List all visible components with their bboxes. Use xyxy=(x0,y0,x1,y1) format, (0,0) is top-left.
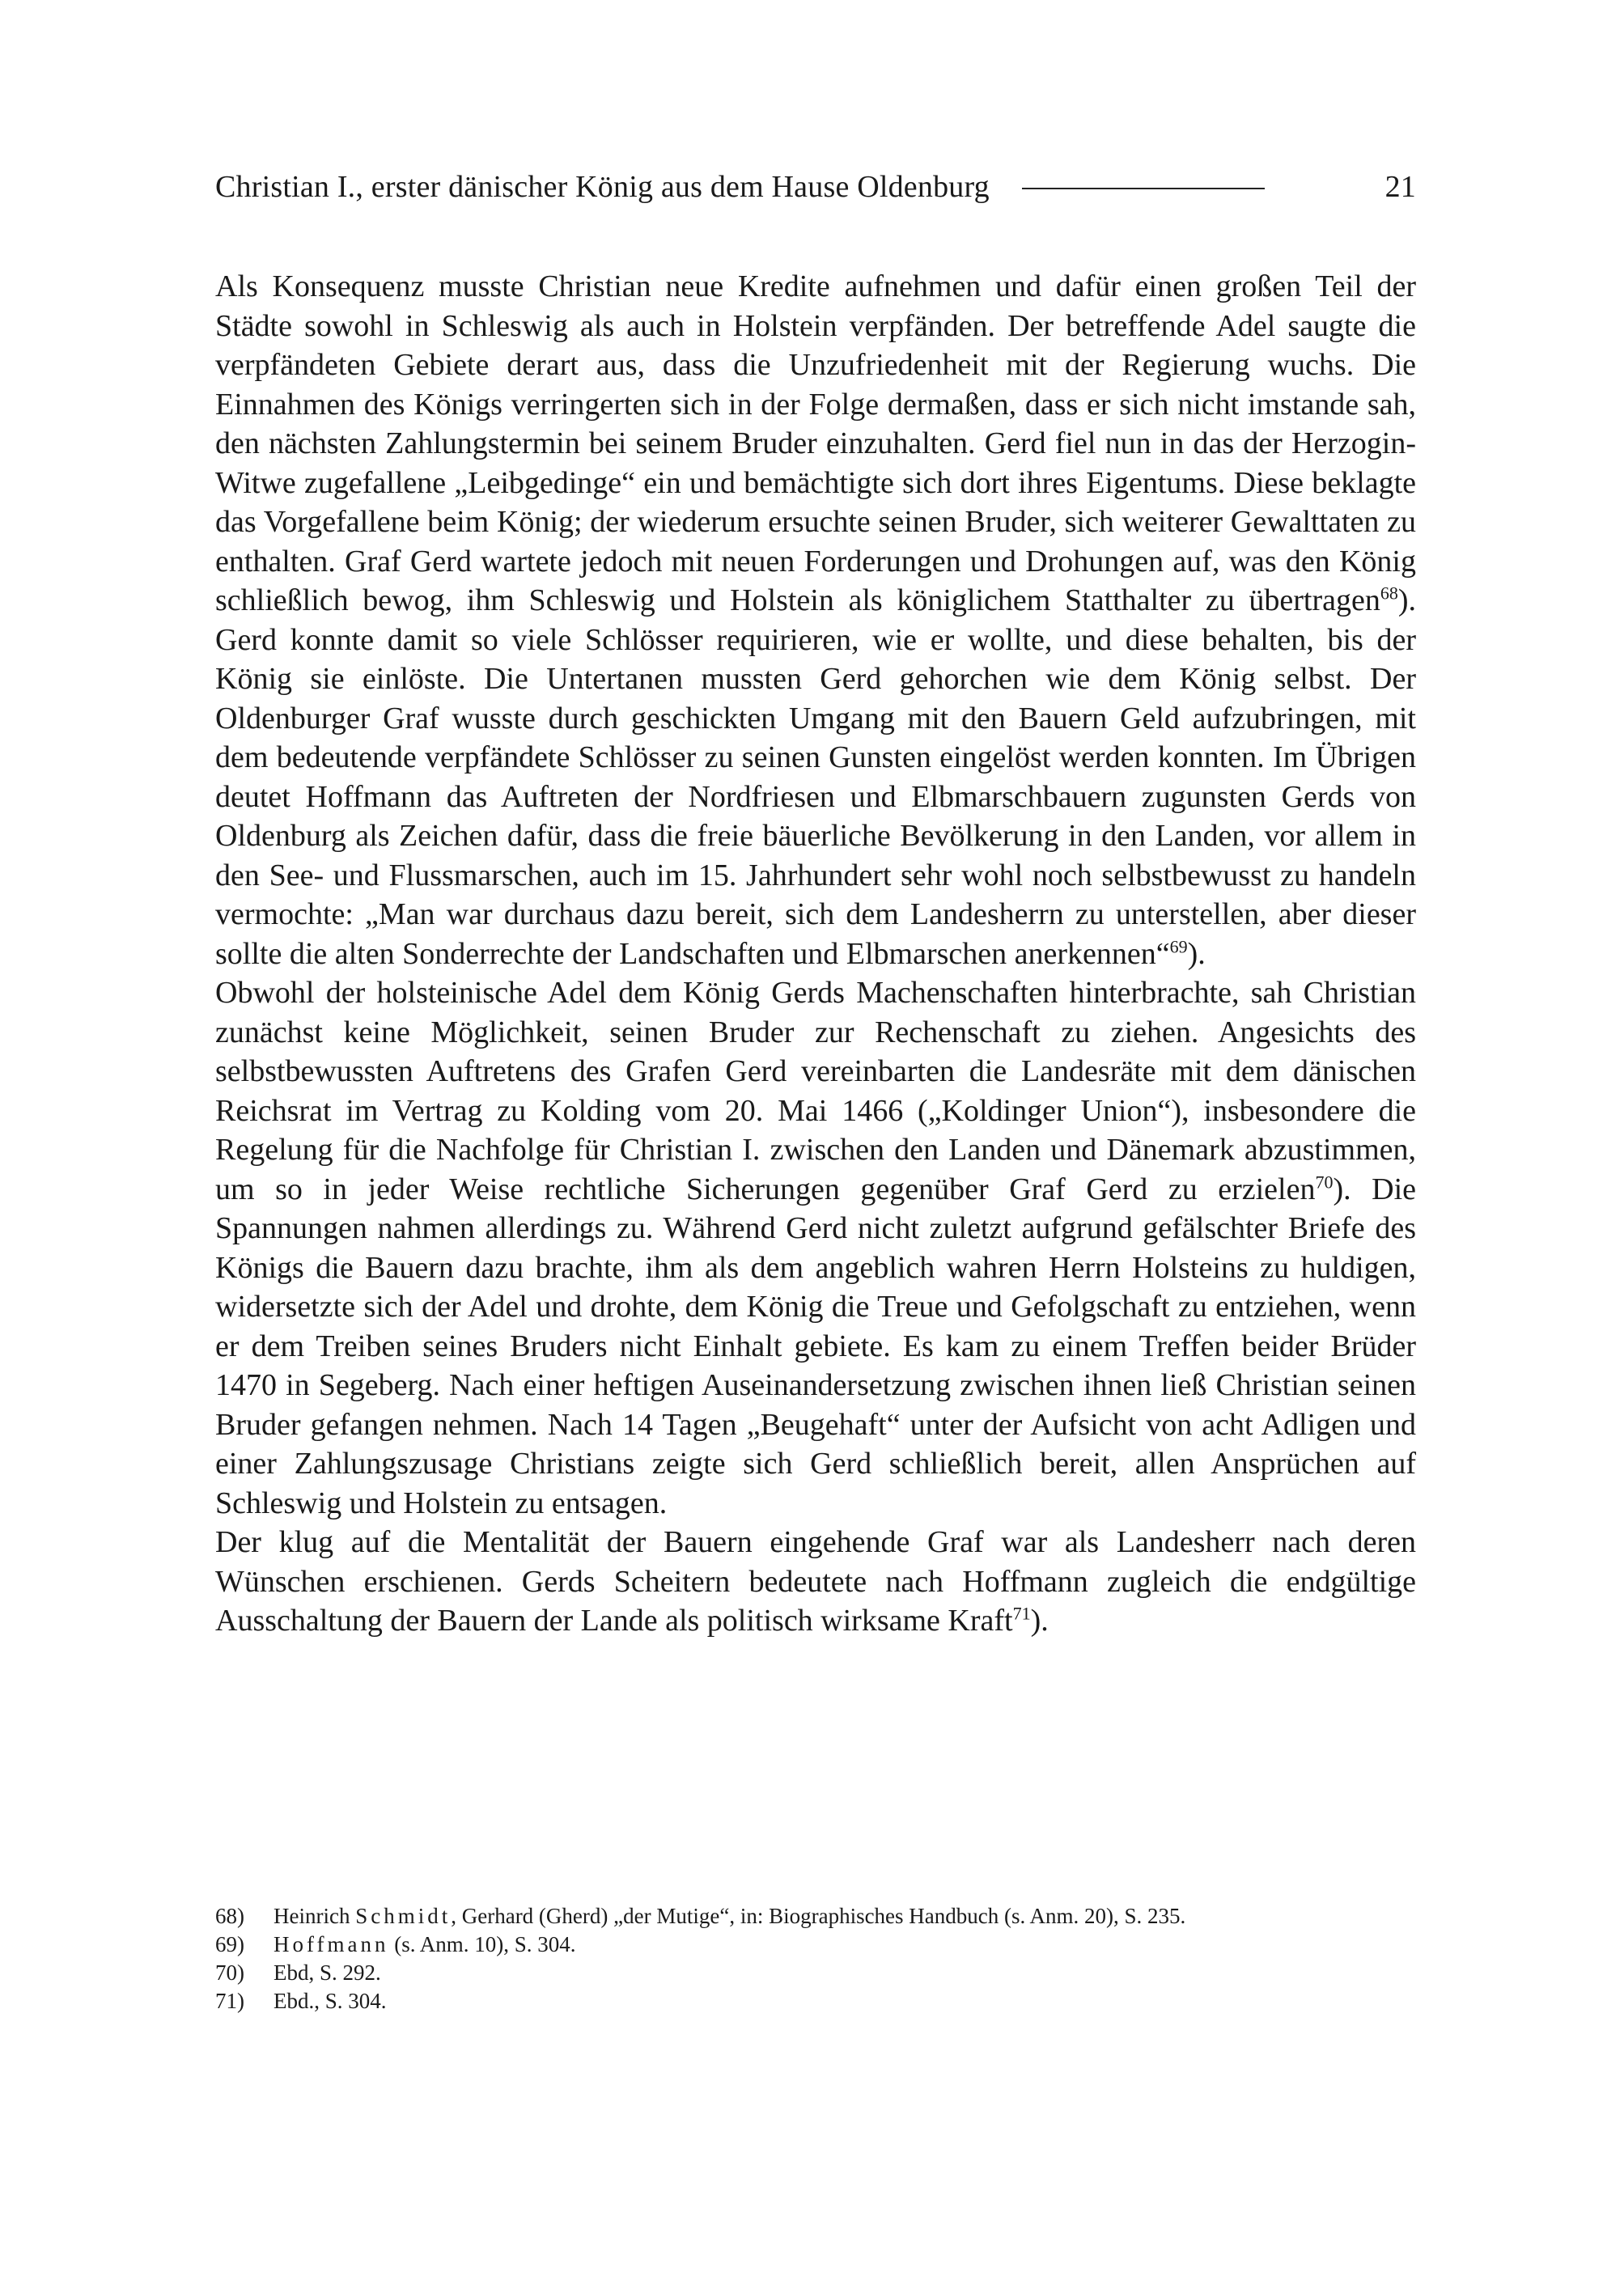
paragraph-2-text-a: Obwohl der holsteinische Adel dem König Gerds Machenschaften hinterbrachte, sah Christian zunächst keine Möglichkeit, seinen Bruder zur Rechenschaft zu ziehen. Angesichts des selbstbewussten Auftretens des Grafen Gerd vereinbarten die Landesräte mit dem dänischen Reichsrat im Vertrag zu Kolding vom 20. Mai 1466 („Koldinger Union“), insbesondere die Regelung für die Nachfolge für Christian I. zwischen den Landen und Dänemark abzustimmen, um so in jeder Weise rechtliche Sicherungen gegenüber Graf Gerd zu erzielen xyxy=(215,976,1416,1206)
footnote-ref-68: 68 xyxy=(1380,583,1398,604)
footnote-pre: Heinrich xyxy=(273,1904,356,1928)
running-header xyxy=(215,167,1416,207)
paragraph-1-text-b: ). Gerd konnte damit so viele Schlösser requirieren, wie er wollte, und diese behalten, bis der König sie einlöste. Die Untertanen mussten Gerd gehorchen wie dem König selbst. Der Oldenburger Graf wusste durch geschickten Umgang mit den Bauern Geld aufzubringen, mit dem bedeutende verpfändete Schlösser zu seinen Gunsten eingelöst werden konnten. Im Übrigen deutet Hoffmann das Auftreten der Nordfriesen und Elbmarschbauern zugunsten Gerds von Oldenburg als Zeichen dafür, dass die freie bäuerliche Bevölkerung in den Landen, vor allem in den See- und Flussmarschen, auch im 15. Jahrhundert sehr wohl noch selbstbewusst zu handeln vermochte: „Man war durchaus dazu bereit, sich dem Landesherrn zu unterstellen, aber dieser sollte die alten Sonderrechte der Landschaften und Elbmarschen anerkennen“ xyxy=(215,583,1416,971)
page-number: 21 xyxy=(1384,170,1416,204)
footnote-ref-69: 69 xyxy=(1169,935,1188,956)
footnote-70 xyxy=(215,1959,1416,1987)
paragraph-1 xyxy=(215,267,1416,973)
footnote-ref-70: 70 xyxy=(1315,1171,1334,1192)
footnote-author: Schmidt xyxy=(355,1904,452,1928)
main-text xyxy=(215,267,1416,1641)
footnotes xyxy=(215,1902,1416,2015)
footnote-text xyxy=(273,1931,1416,1959)
footnote-71 xyxy=(215,1987,1416,2015)
footnote-68 xyxy=(215,1902,1416,1931)
footnote-post: , Gerhard (Gherd) „der Mutige“, in: Biographisches Handbuch (s. Anm. 20), S. 235. xyxy=(451,1904,1186,1928)
footnote-number: 70) xyxy=(215,1960,244,1985)
paragraph-2 xyxy=(215,973,1416,1523)
footnote-text xyxy=(273,1987,1416,2015)
paragraph-3-text-b: ). xyxy=(1030,1604,1049,1638)
footnote-ref-71: 71 xyxy=(1012,1603,1031,1624)
footnote-text xyxy=(273,1902,1416,1931)
paragraph-1-text-c: ). xyxy=(1187,936,1206,971)
footnote-number: 68) xyxy=(215,1904,244,1928)
footnote-number: 69) xyxy=(215,1932,244,1956)
footnote-text xyxy=(273,1959,1416,1987)
footnote-pre: Ebd, S. 292. xyxy=(273,1960,381,1985)
footnote-number: 71) xyxy=(215,1989,244,2013)
paragraph-3-text-a: Der klug auf die Mentalität der Bauern eingehende Graf war als Landesherr nach deren Wünschen erschienen. Gerds Scheitern bedeutete nach Hoffmann zugleich die endgültige Ausschaltung der Bauern der Lande als politisch wirksame Kraft xyxy=(215,1525,1416,1638)
paragraph-3 xyxy=(215,1523,1416,1641)
paragraph-1-text-a: Als Konsequenz musste Christian neue Kredite aufnehmen und dafür einen großen Teil der Städte sowohl in Schleswig als auch in Holstein verpfänden. Der betreffende Adel saugte die verpfändeten Gebiete derart aus, dass die Unzufriedenheit mit der Regierung wuchs. Die Einnahmen des Königs verringerten sich in der Folge dermaßen, dass er sich nicht imstande sah, den nächsten Zahlungstermin bei seinem Bruder einzuhalten. Gerd fiel nun in das der Herzogin-Witwe zugefallene „Leibgedinge“ ein und bemächtigte sich dort ihres Eigentums. Diese beklagte das Vorgefallene beim König; der wiederum ersuchte seinen Bruder, sich weiterer Gewalttaten zu enthalten. Graf Gerd wartete jedoch mit neuen Forderungen und Drohungen auf, was den König schließlich bewog, ihm Schleswig und Holstein als königlichem Statthalter zu übertragen xyxy=(215,269,1416,617)
paragraph-2-text-b: ). Die Spannungen nahmen allerdings zu. Während Gerd nicht zuletzt aufgrund gefälschter Briefe des Königs die Bauern dazu brachte, ihm als dem angeblich wahren Herrn Holsteins zu huldigen, widersetzte sich der Adel und drohte, dem König die Treue und Gefolgschaft zu entziehen, wenn er dem Treiben seines Bruders nicht Einhalt gebiete. Es kam zu einem Treffen beider Brüder 1470 in Segeberg. Nach einer heftigen Auseinandersetzung zwischen ihnen ließ Christian seinen Bruder gefangen nehmen. Nach 14 Tagen „Beugehaft“ unter der Aufsicht von acht Adligen und einer Zahlungszusage Christians zeigte sich Gerd schließlich bereit, allen Ansprüchen auf Schleswig und Holstein zu entsagen. xyxy=(215,1172,1416,1520)
header-rule xyxy=(1022,188,1265,189)
footnote-author: Hoffmann xyxy=(273,1932,389,1956)
footnote-69 xyxy=(215,1931,1416,1959)
footnote-pre: Ebd., S. 304. xyxy=(273,1989,387,2013)
footnote-post: (s. Anm. 10), S. 304. xyxy=(388,1932,576,1956)
running-title: Christian I., erster dänischer König aus dem Hause Oldenburg xyxy=(215,170,990,204)
